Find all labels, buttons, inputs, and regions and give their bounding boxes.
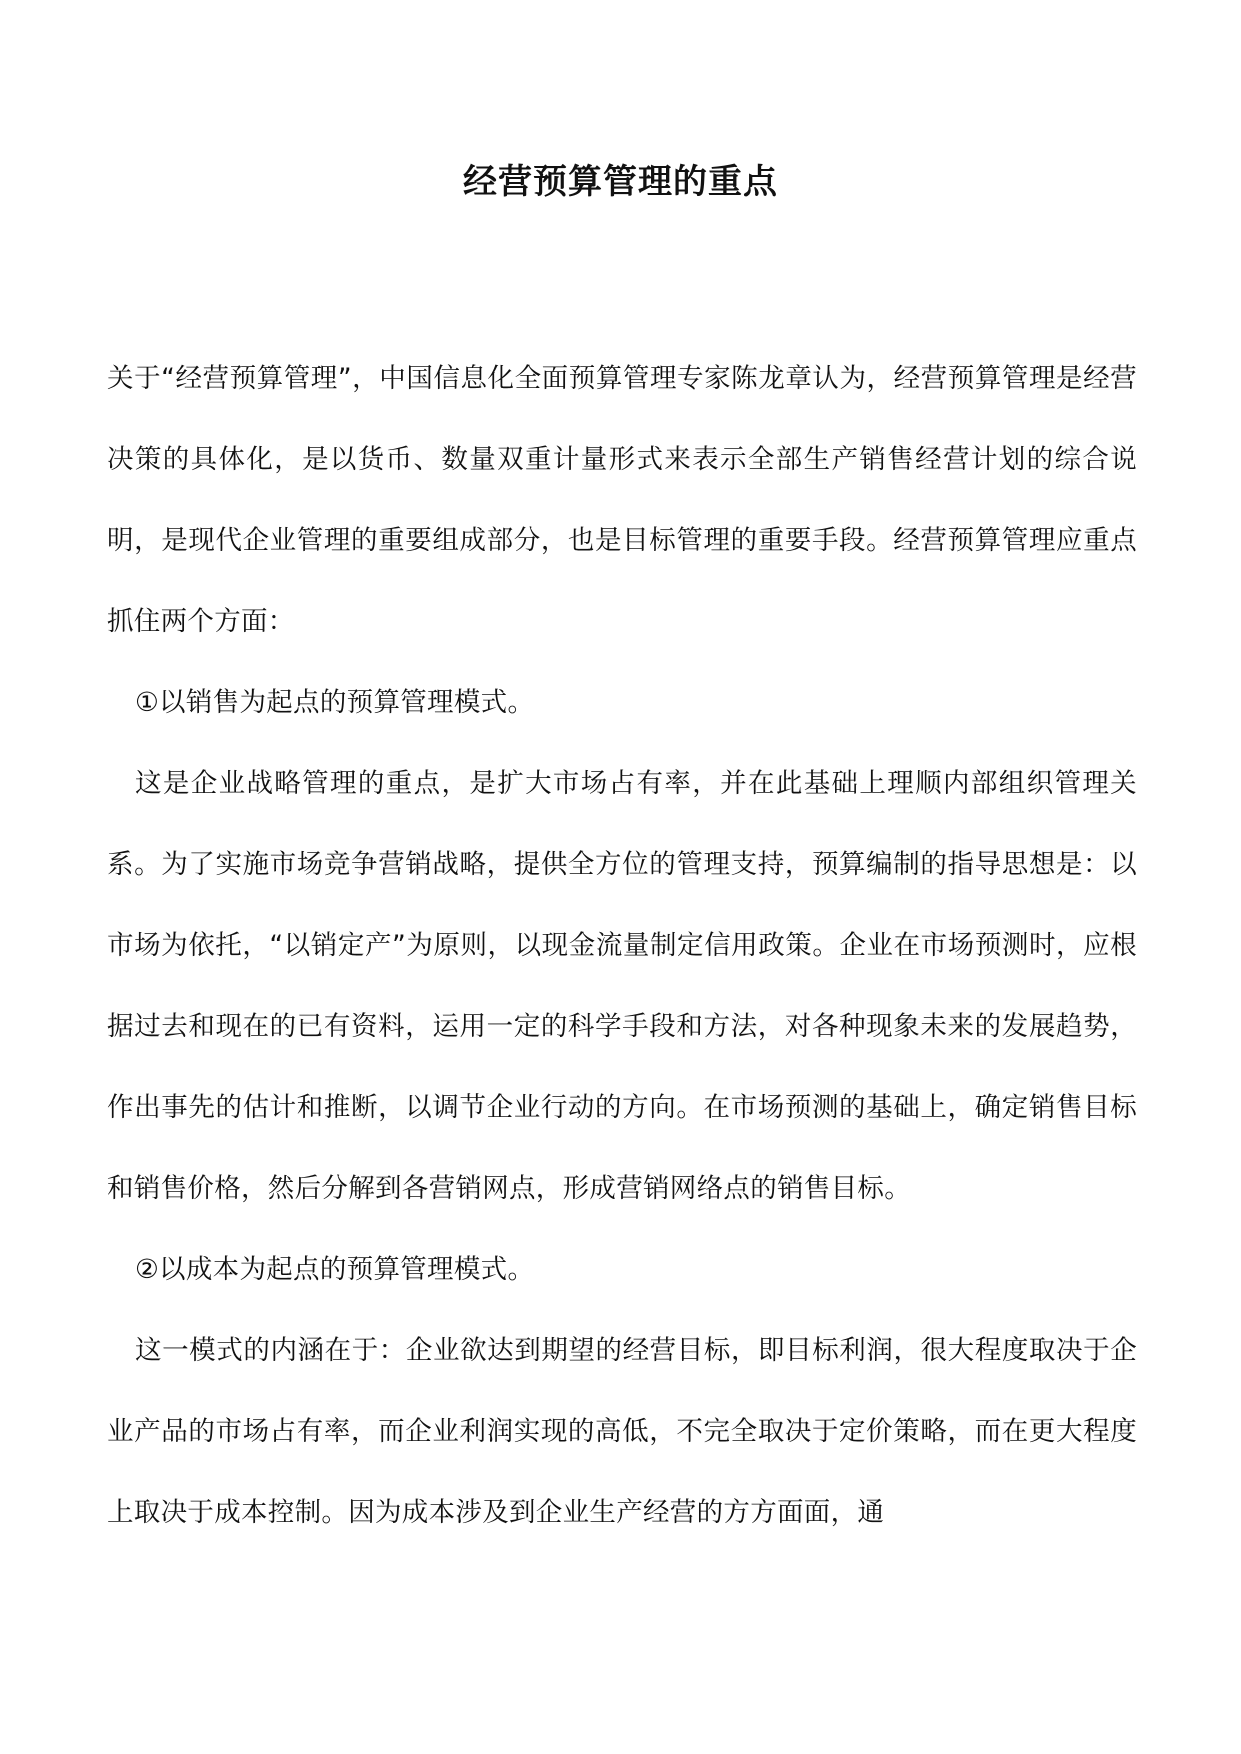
paragraph-intro: 关于“经营预算管理”，中国信息化全面预算管理专家陈龙章认为，经营预算管理是经营决策的具体化，是以货币、数量双重计量形式来表示全部生产销售经营计划的综合说明，是现代企业管理的重要组成部分，也是目标管理的重要手段。经营预算管理应重点抓住两个方面： <box>107 363 1137 637</box>
paragraph-sales-model: 这是企业战略管理的重点，是扩大市场占有率，并在此基础上理顺内部组织管理关系。为了实施市场竞争营销战略，提供全方位的管理支持，预算编制的指导思想是：以市场为依托，“以销定产”为原则，以现金流量制定信用政策。企业在市场预测时，应根据过去和现在的已有资料，运用一定的科学手段和方法，对各种现象未来的发展趋势，作出事先的估计和推断，以调节企业行动的方向。在市场预测的基础上，确定销售目标和销售价格，然后分解到各营销网点，形成营销网络点的销售目标。 <box>107 768 1137 1204</box>
document-title: 经营预算管理的重点 <box>463 162 778 202</box>
document-body <box>107 338 1137 1553</box>
paragraph-heading-cost: ②以成本为起点的预算管理模式。 <box>135 1254 535 1285</box>
paragraph-cost-model: 这一模式的内涵在于：企业欲达到期望的经营目标，即目标利润，很大程度取决于企业产品的市场占有率，而企业利润实现的高低，不完全取决于定价策略，而在更大程度上取决于成本控制。因为成本涉及到企业生产经营的方方面面，通 <box>107 1335 1137 1528</box>
paragraph-heading-sales: ①以销售为起点的预算管理模式。 <box>135 687 535 718</box>
